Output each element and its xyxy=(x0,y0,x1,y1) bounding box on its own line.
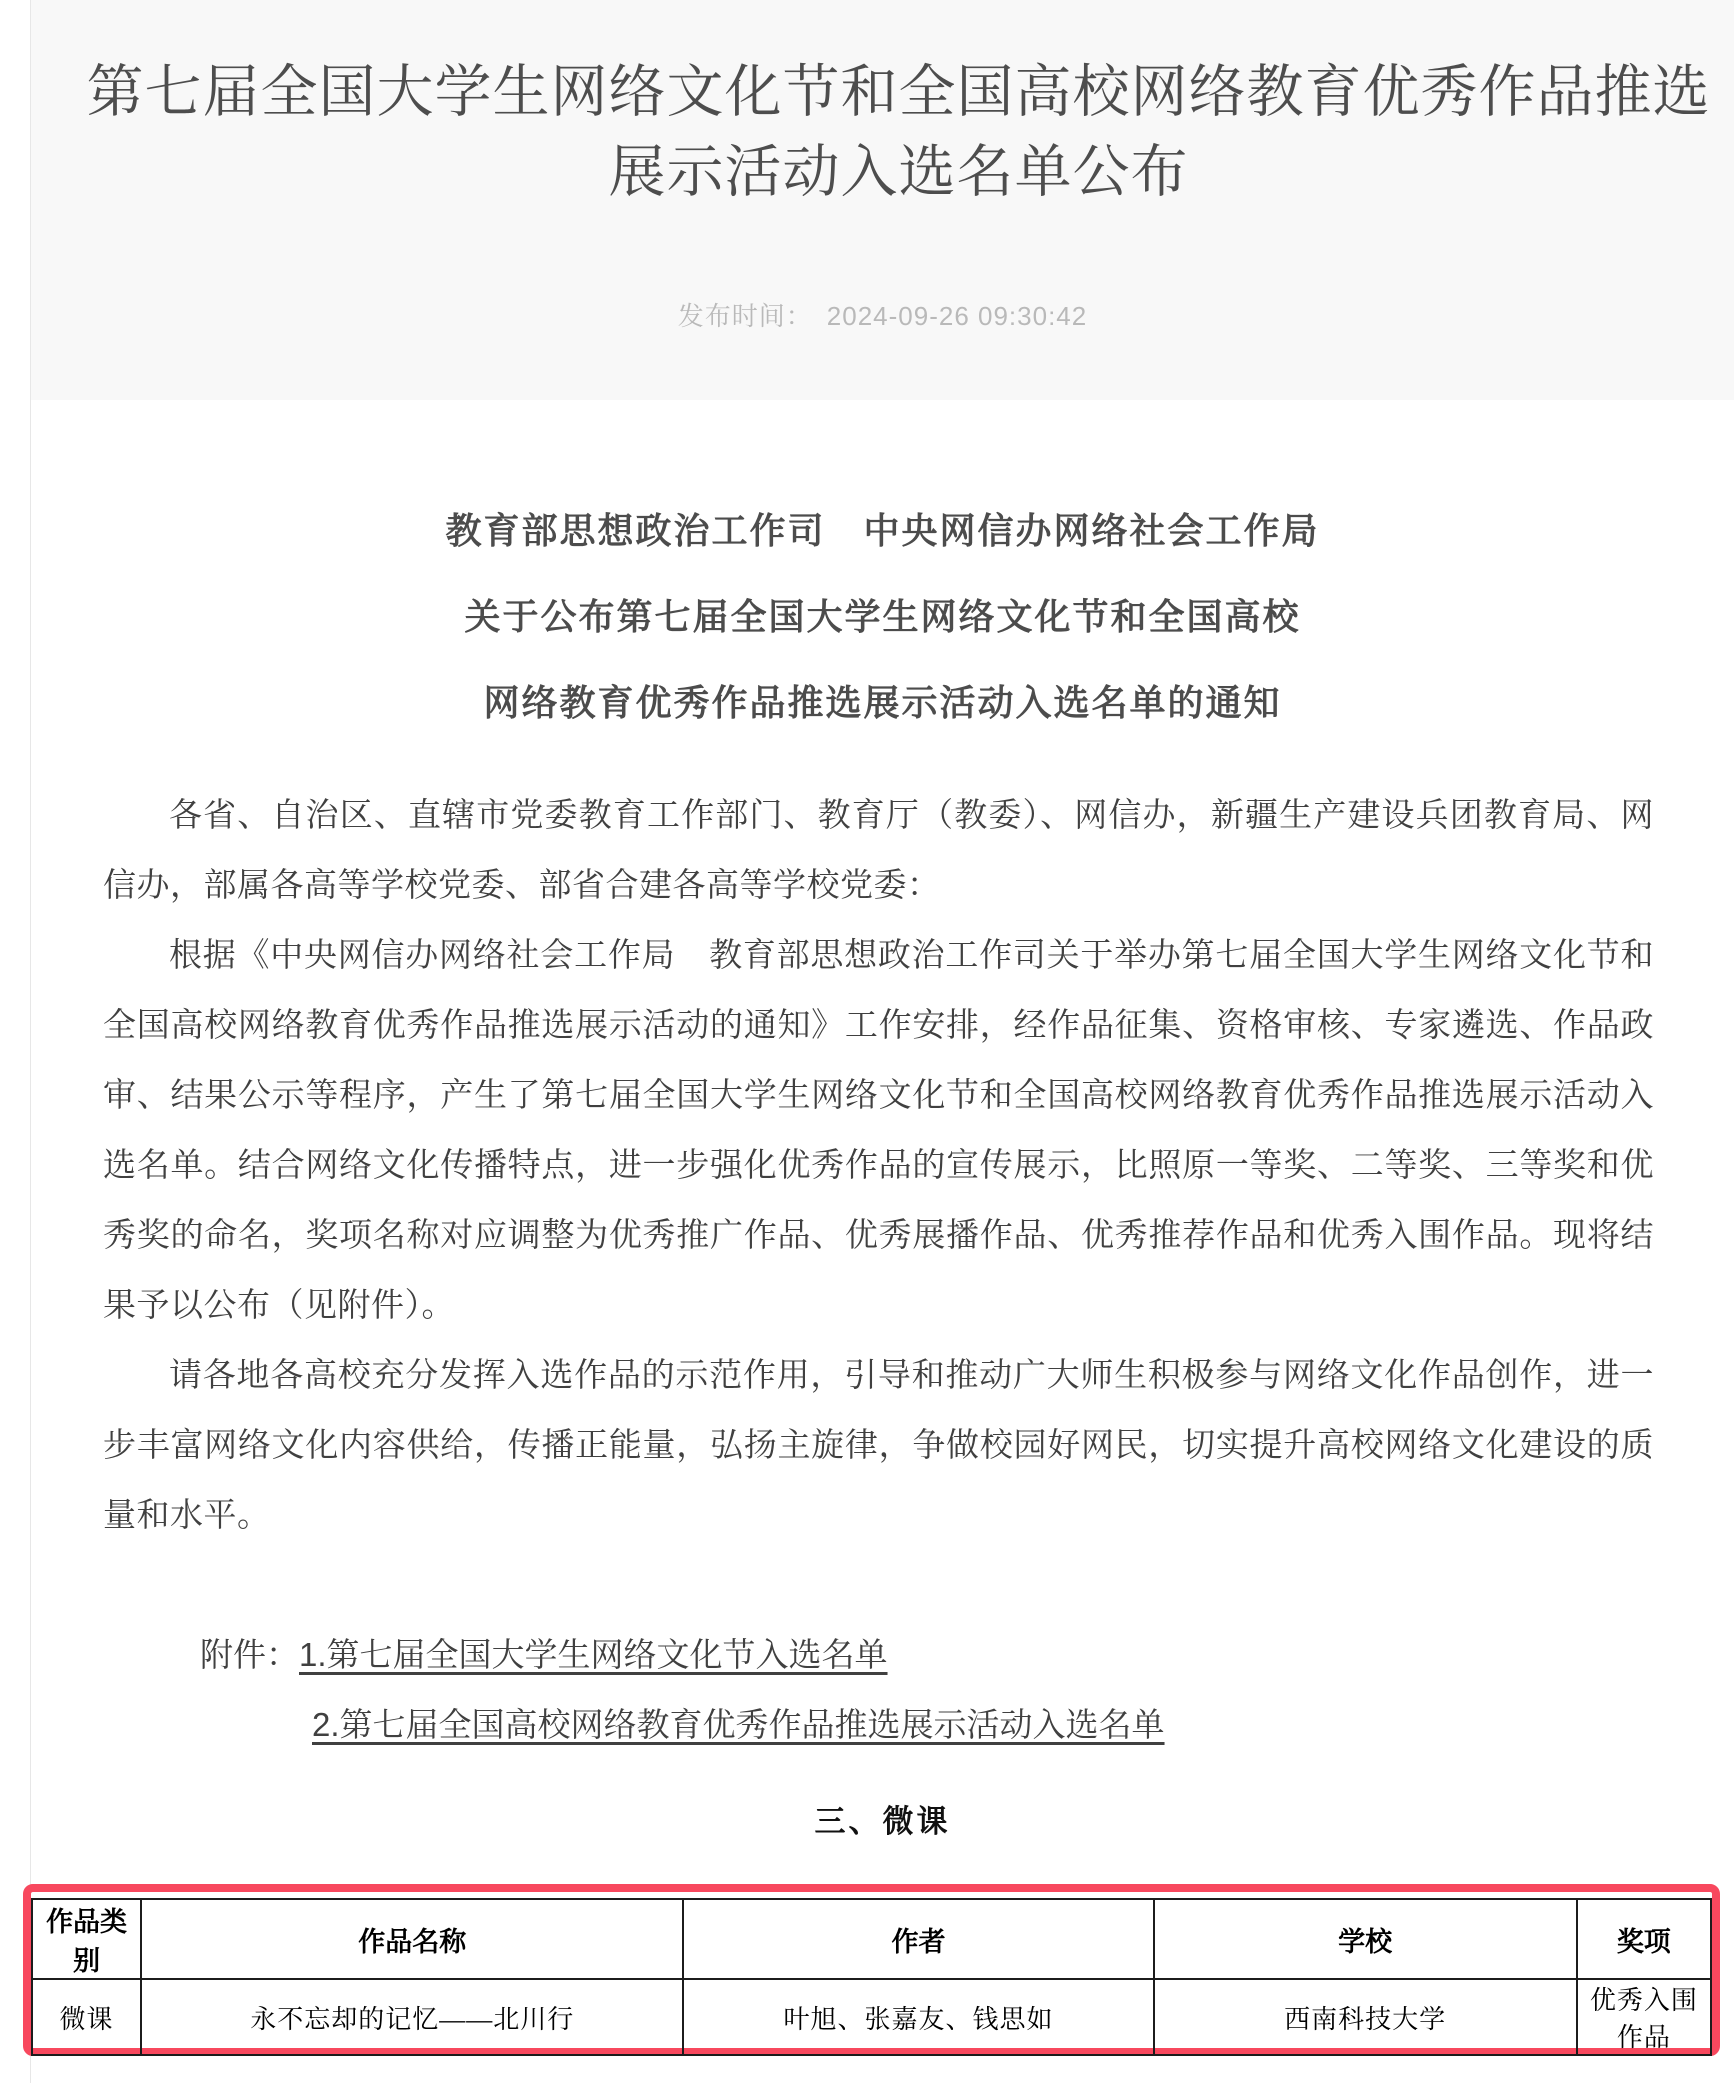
hero-banner xyxy=(31,0,1734,400)
cell-school: 西南科技大学 xyxy=(1154,1979,1577,2055)
paragraph-salutation: 各省、自治区、直辖市党委教育工作部门、教育厅（教委）、网信办，新疆生产建设兵团教育局、网信办，部属各高等学校党委、部省合建各高等学校党委： xyxy=(103,796,1654,903)
table-header-authors: 作者 xyxy=(683,1899,1153,1979)
results-table xyxy=(31,1898,1712,2056)
cell-award: 优秀入围作品 xyxy=(1577,1979,1711,2055)
paragraph-closing: 请各地各高校充分发挥入选作品的示范作用，引导和推动广大师生积极参与网络文化作品创作，进一步丰富网络文化内容供给，传播正能量，弘扬主旋律，争做校园好网民，切实提升高校网络文化建设的质量和水平。 xyxy=(103,1356,1654,1533)
table-header-school: 学校 xyxy=(1154,1899,1577,1979)
publish-time-label: 发布时间： xyxy=(677,301,813,331)
table-row xyxy=(32,1979,1711,2055)
attachment-link-2[interactable]: 2.第七届全国高校网络教育优秀作品推选展示活动入选名单 xyxy=(312,1706,1165,1743)
attachment-link-1[interactable]: 1.第七届全国大学生网络文化节入选名单 xyxy=(299,1636,888,1673)
table-header-award: 奖项 xyxy=(1577,1899,1711,1979)
table-header-work-name: 作品名称 xyxy=(141,1899,683,1979)
notice-text xyxy=(103,780,1654,1550)
notice-heading xyxy=(31,488,1734,746)
paragraph-main: 根据《中央网信办网络社会工作局 教育部思想政治工作司关于举办第七届全国大学生网络文化节和全国高校网络教育优秀作品推选展示活动的通知》工作安排，经作品征集、资格审核、专家遴选、作品政审、结果公示等程序，产生了第七届全国大学生网络文化节和全国高校网络教育优秀作品推选展示活动入选名单。结合网络文化传播特点，进一步强化优秀作品的宣传展示，比照原一等奖、二等奖、三等奖和优秀奖的命名，奖项名称对应调整为优秀推广作品、优秀展播作品、优秀推荐作品和优秀入围作品。现将结果予以公布（见附件）。 xyxy=(103,936,1654,1323)
table-header-row xyxy=(32,1899,1711,1979)
attachment-row-1 xyxy=(200,1620,1654,1690)
attachments-label: 附件： xyxy=(200,1636,299,1673)
highlight-annotation-box xyxy=(23,1884,1720,2056)
notice-heading-line-3: 网络教育优秀作品推选展示活动入选名单的通知 xyxy=(483,682,1282,723)
cell-authors: 叶旭、张嘉友、钱思如 xyxy=(683,1979,1153,2055)
cell-work-name: 永不忘却的记忆——北川行 xyxy=(141,1979,683,2055)
section-heading-weike: 三、微课 xyxy=(814,1804,951,1839)
notice-heading-line-2: 关于公布第七届全国大学生网络文化节和全国高校 xyxy=(464,596,1301,637)
notice-heading-line-1: 教育部思想政治工作司 中央网信办网络社会工作局 xyxy=(445,510,1320,551)
attachments xyxy=(200,1620,1654,1760)
document-body xyxy=(31,400,1734,1841)
cell-category: 微课 xyxy=(32,1979,141,2055)
page-title: 第七届全国大学生网络文化节和全国高校网络教育优秀作品推选展示活动入选名单公布 xyxy=(86,60,1711,204)
publish-time xyxy=(31,296,1734,333)
publish-time-value: 2024-09-26 09:30:42 xyxy=(826,301,1088,331)
table-header-category: 作品类别 xyxy=(32,1899,141,1979)
attachment-row-2 xyxy=(312,1690,1654,1760)
